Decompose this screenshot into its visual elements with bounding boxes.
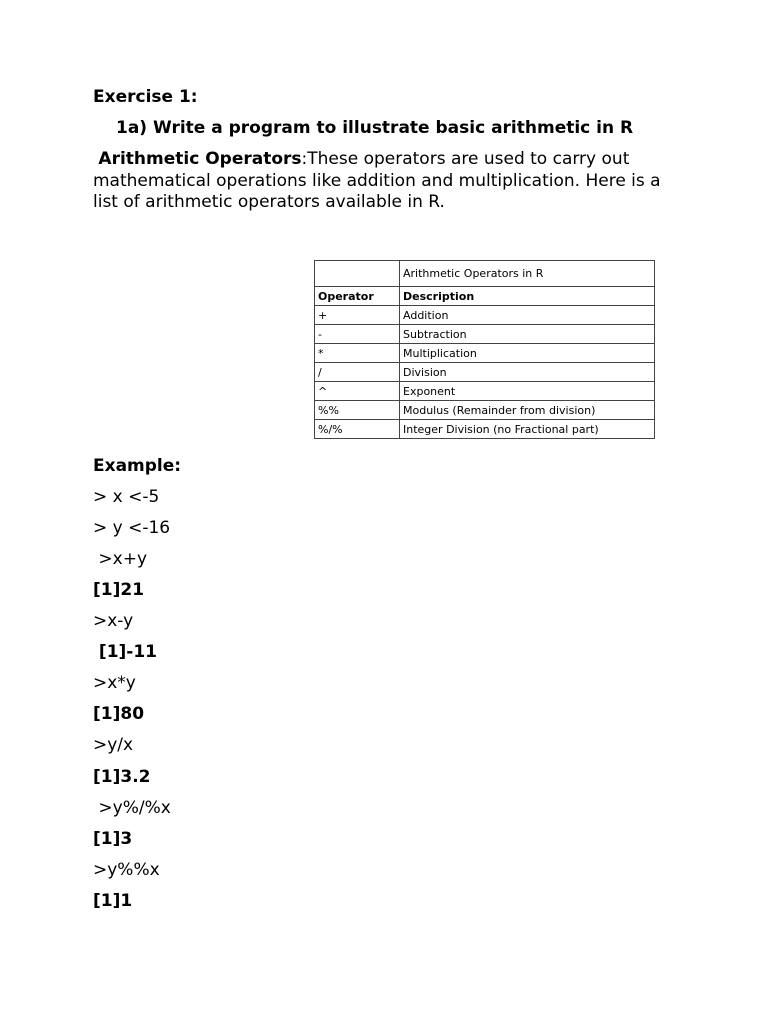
description-cell: Modulus (Remainder from division): [400, 401, 655, 420]
example-line: >x*y: [93, 673, 136, 693]
table-caption: Arithmetic Operators in R: [400, 261, 655, 287]
operator-cell: -: [315, 325, 400, 344]
table-row: [315, 325, 655, 344]
description-cell: Division: [400, 363, 655, 382]
description-cell: Multiplication: [400, 344, 655, 363]
example-output: [1]3: [93, 829, 133, 849]
header-operator: Operator: [315, 287, 400, 306]
example-line: >y%%x: [93, 860, 160, 880]
table-caption-empty-cell: [315, 261, 400, 287]
example-line: > y <-16: [93, 518, 171, 538]
intro-text: :These operators are used to carry out mathematical operations like addition and multiplication. Here is a list of arithmetic operators available in R.: [93, 149, 661, 212]
table-row: [315, 382, 655, 401]
example-output: [1]3.2: [93, 767, 151, 787]
description-cell: Subtraction: [400, 325, 655, 344]
table-row: [315, 306, 655, 325]
example-line: >x+y: [93, 549, 148, 569]
table-caption-row: [315, 261, 655, 287]
table-row: [315, 363, 655, 382]
operator-cell: ^: [315, 382, 400, 401]
header-description: Description: [400, 287, 655, 306]
table-row: [315, 401, 655, 420]
operators-table: [314, 260, 655, 439]
operators-table-figure: [314, 260, 655, 441]
example-line: >y/x: [93, 735, 134, 755]
example-output: [1]-11: [93, 642, 157, 662]
operator-cell: %/%: [315, 420, 400, 439]
example-line: > x <-5: [93, 487, 160, 507]
intro-paragraph: [93, 149, 683, 214]
operator-cell: +: [315, 306, 400, 325]
exercise-heading: Exercise 1:: [93, 87, 198, 107]
task-heading: 1a) Write a program to illustrate basic arithmetic in R: [116, 118, 634, 138]
operator-cell: *: [315, 344, 400, 363]
description-cell: Integer Division (no Fractional part): [400, 420, 655, 439]
table-row: [315, 420, 655, 439]
operator-cell: %%: [315, 401, 400, 420]
operator-cell: /: [315, 363, 400, 382]
intro-term: Arithmetic Operators: [98, 149, 302, 169]
example-output: [1]80: [93, 704, 145, 724]
description-cell: Addition: [400, 306, 655, 325]
example-output: [1]21: [93, 580, 145, 600]
example-label: Example:: [93, 456, 182, 476]
table-header-row: [315, 287, 655, 306]
example-line: >y%/%x: [93, 798, 171, 818]
table-row: [315, 344, 655, 363]
description-cell: Exponent: [400, 382, 655, 401]
example-output: [1]1: [93, 891, 133, 911]
example-line: >x-y: [93, 611, 134, 631]
